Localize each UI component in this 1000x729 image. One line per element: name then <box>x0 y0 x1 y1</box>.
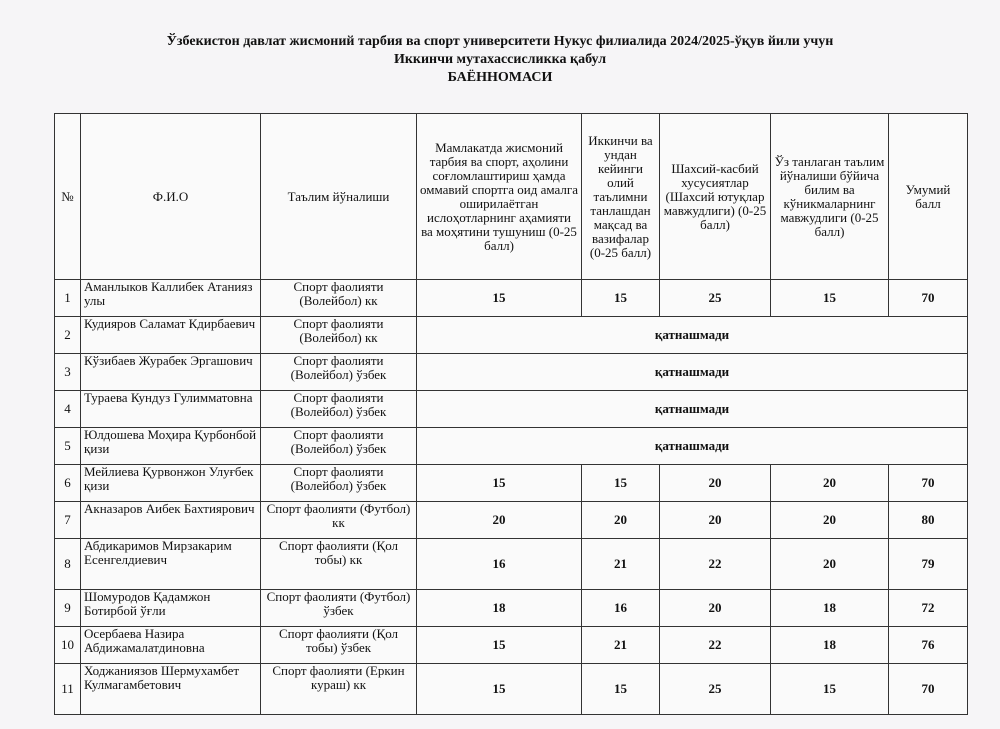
absent-status: қатнашмади <box>417 428 968 465</box>
document-title <box>0 33 1000 87</box>
table-row <box>55 280 968 317</box>
row-number: 2 <box>55 317 81 354</box>
score-total: 70 <box>889 465 968 502</box>
absent-status: қатнашмади <box>417 391 968 428</box>
col-header-num: № <box>55 114 81 280</box>
row-number: 1 <box>55 280 81 317</box>
score-criterion-3: 20 <box>660 465 771 502</box>
col-header-criterion-2: Иккинчи ва ундан кейинги олий таълимни танлашдан мақсад ва вазифалар (0-25 балл) <box>582 114 660 280</box>
table-row <box>55 354 968 391</box>
student-name: Юлдошева Моҳира Қурбонбой қизи <box>81 428 261 465</box>
col-header-criterion-4: Ўз танлаган таълим йўналиши бўйича билим ва кўникмаларнинг мавжудлиги (0-25 балл) <box>771 114 889 280</box>
score-total: 80 <box>889 502 968 539</box>
table-row <box>55 465 968 502</box>
score-criterion-2: 21 <box>582 627 660 664</box>
table-row <box>55 627 968 664</box>
study-direction: Спорт фаолияти (Волейбол) ўзбек <box>261 391 417 428</box>
study-direction: Спорт фаолияти (Қол тобы) кк <box>261 539 417 590</box>
col-header-direction: Таълим йўналиши <box>261 114 417 280</box>
student-name: Акназаров Аибек Бахтиярович <box>81 502 261 539</box>
score-criterion-1: 15 <box>417 465 582 502</box>
student-name: Шомуродов Қадамжон Ботирбой ўғли <box>81 590 261 627</box>
study-direction: Спорт фаолияти (Футбол) кк <box>261 502 417 539</box>
score-total: 70 <box>889 280 968 317</box>
score-criterion-2: 16 <box>582 590 660 627</box>
row-number: 6 <box>55 465 81 502</box>
score-criterion-1: 15 <box>417 627 582 664</box>
study-direction: Спорт фаолияти (Еркин кураш) кк <box>261 664 417 715</box>
row-number: 5 <box>55 428 81 465</box>
absent-status: қатнашмади <box>417 354 968 391</box>
study-direction: Спорт фаолияти (Волейбол) кк <box>261 317 417 354</box>
row-number: 7 <box>55 502 81 539</box>
title-line-2: Иккинчи мутахассисликка қабул <box>393 52 607 67</box>
row-number: 9 <box>55 590 81 627</box>
score-criterion-2: 15 <box>582 465 660 502</box>
row-number: 10 <box>55 627 81 664</box>
study-direction: Спорт фаолияти (Волейбол) ўзбек <box>261 428 417 465</box>
table-row <box>55 590 968 627</box>
table-row <box>55 391 968 428</box>
row-number: 11 <box>55 664 81 715</box>
score-criterion-4: 20 <box>771 539 889 590</box>
score-criterion-3: 22 <box>660 539 771 590</box>
score-total: 70 <box>889 664 968 715</box>
absent-status: қатнашмади <box>417 317 968 354</box>
table-header-row <box>55 114 968 280</box>
score-criterion-2: 15 <box>582 664 660 715</box>
study-direction: Спорт фаолияти (Қол тобы) ўзбек <box>261 627 417 664</box>
row-number: 4 <box>55 391 81 428</box>
col-header-criterion-3: Шахсий-касбий хусусиятлар (Шахсий ютуқлар мавжудлиги) (0-25 балл) <box>660 114 771 280</box>
student-name: Тураева Кундуз Гулимматовна <box>81 391 261 428</box>
score-criterion-2: 21 <box>582 539 660 590</box>
score-criterion-1: 16 <box>417 539 582 590</box>
table-row <box>55 428 968 465</box>
score-criterion-1: 20 <box>417 502 582 539</box>
col-header-fio: Ф.И.О <box>81 114 261 280</box>
study-direction: Спорт фаолияти (Волейбол) ўзбек <box>261 465 417 502</box>
score-total: 79 <box>889 539 968 590</box>
score-criterion-3: 20 <box>660 502 771 539</box>
student-name: Мейлиева Қурвонжон Улуғбек қизи <box>81 465 261 502</box>
score-criterion-4: 18 <box>771 627 889 664</box>
study-direction: Спорт фаолияти (Футбол) ўзбек <box>261 590 417 627</box>
table-row <box>55 664 968 715</box>
score-criterion-4: 20 <box>771 465 889 502</box>
study-direction: Спорт фаолияти (Волейбол) кк <box>261 280 417 317</box>
row-number: 8 <box>55 539 81 590</box>
col-header-total: Умумий балл <box>889 114 968 280</box>
score-criterion-2: 15 <box>582 280 660 317</box>
score-criterion-1: 15 <box>417 664 582 715</box>
title-line-3: БАЁННОМАСИ <box>447 70 553 85</box>
student-name: Осербаева Назира Абдижамалатдиновна <box>81 627 261 664</box>
table-body <box>55 280 968 715</box>
student-name: Кудияров Саламат Кдирбаевич <box>81 317 261 354</box>
score-criterion-4: 15 <box>771 280 889 317</box>
student-name: Ходжаниязов Шермухамбет Кулмагамбетович <box>81 664 261 715</box>
score-total: 76 <box>889 627 968 664</box>
student-name: Абдикаримов Мирзакарим Есенгелдиевич <box>81 539 261 590</box>
score-criterion-3: 25 <box>660 280 771 317</box>
table-row <box>55 317 968 354</box>
title-line-1: Ўзбекистон давлат жисмоний тарбия ва спорт университети Нукус филиалида 2024/2025-ўқув йили учун <box>166 34 834 49</box>
score-criterion-4: 15 <box>771 664 889 715</box>
score-criterion-3: 25 <box>660 664 771 715</box>
score-criterion-1: 18 <box>417 590 582 627</box>
score-total: 72 <box>889 590 968 627</box>
score-criterion-1: 15 <box>417 280 582 317</box>
score-criterion-3: 22 <box>660 627 771 664</box>
table-row <box>55 539 968 590</box>
study-direction: Спорт фаолияти (Волейбол) ўзбек <box>261 354 417 391</box>
col-header-criterion-1: Мамлакатда жисмоний тарбия ва спорт, аҳолини соғломлаштириш ҳамда оммавий спортга оид амалга оширилаётган ислоҳотларнинг аҳамияти ва моҳятини тушуниш (0-25 балл) <box>417 114 582 280</box>
row-number: 3 <box>55 354 81 391</box>
admission-table <box>54 113 968 715</box>
score-criterion-4: 20 <box>771 502 889 539</box>
score-criterion-4: 18 <box>771 590 889 627</box>
student-name: Аманлыков Каллибек Атанияз улы <box>81 280 261 317</box>
score-criterion-3: 20 <box>660 590 771 627</box>
student-name: Кўзибаев Журабек Эргашович <box>81 354 261 391</box>
score-criterion-2: 20 <box>582 502 660 539</box>
table-row <box>55 502 968 539</box>
